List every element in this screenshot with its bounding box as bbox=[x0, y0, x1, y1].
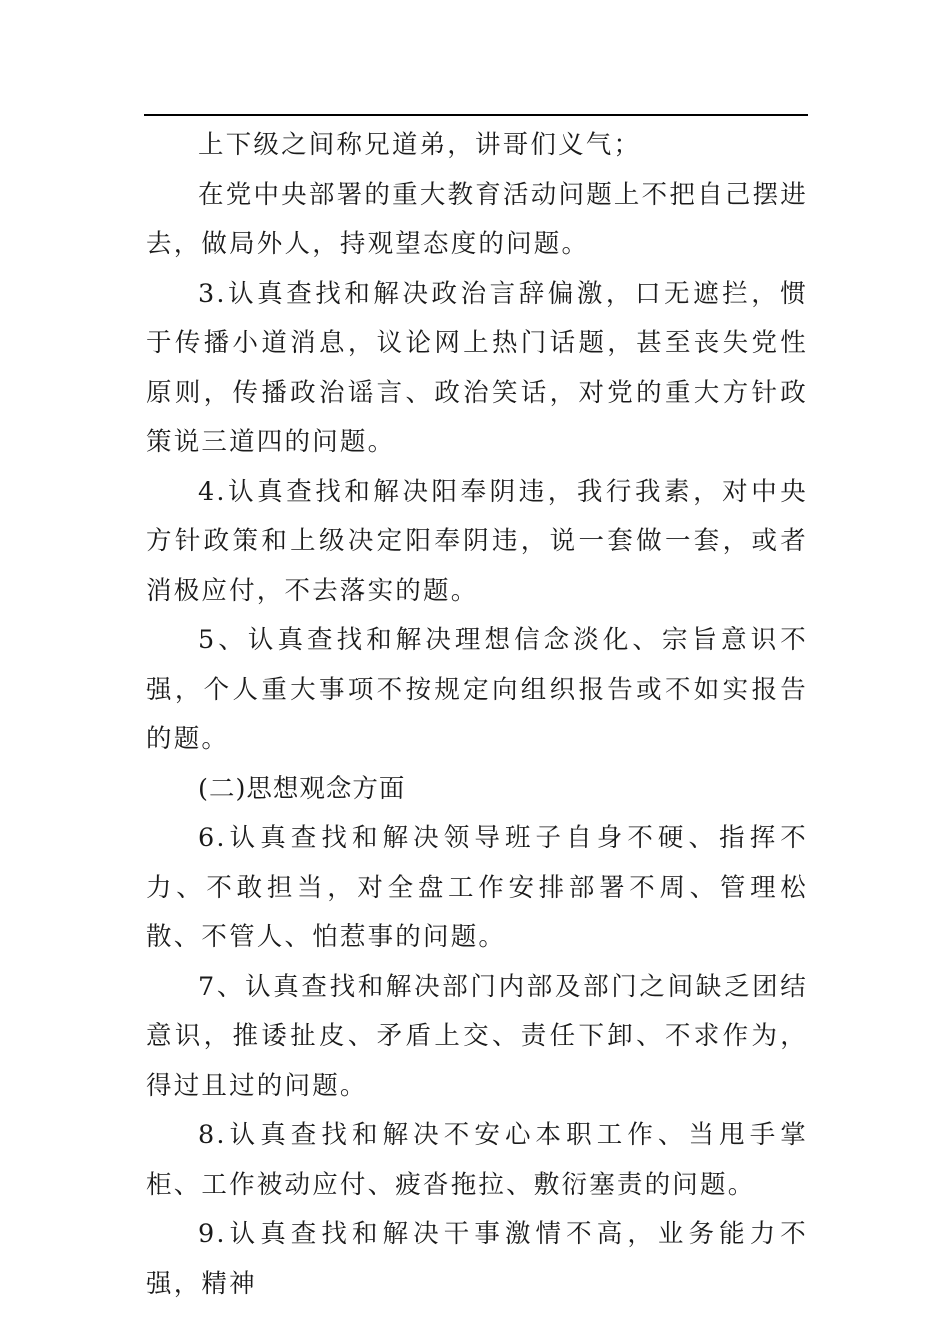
paragraph: 7、认真查找和解决部门内部及部门之间缺乏团结意识，推诿扯皮、矛盾上交、责任下卸、不求作为，得过且过的问题。 bbox=[146, 971, 808, 1101]
paragraph: 6.认真查找和解决领导班子自身不硬、指挥不力、不敢担当，对全盘工作安排部署不周、管理松散、不管人、怕惹事的问题。 bbox=[146, 823, 808, 952]
paragraph: 3.认真查找和解决政治言辞偏激，口无遮拦，惯于传播小道消息，议论网上热门话题，甚至丧失党性原则，传播政治谣言、政治笑话，对党的重大方针政策说三道四的问题。 bbox=[146, 278, 808, 457]
paragraph: 8.认真查找和解决不安心本职工作、当甩手掌柜、工作被动应付、疲沓拖拉、敷衍塞责的问题。 bbox=[146, 1120, 808, 1200]
paragraph: 在党中央部署的重大教育活动问题上不把自己摆进去，做局外人，持观望态度的问题。 bbox=[146, 179, 808, 259]
document-body bbox=[146, 121, 808, 1309]
paragraph: 9.认真查找和解决干事激情不高，业务能力不强，精神 bbox=[146, 1219, 808, 1299]
section-heading: (二)思想观念方面 bbox=[198, 773, 406, 804]
paragraph: 5、认真查找和解决理想信念淡化、宗旨意识不强，个人重大事项不按规定向组织报告或不如实报告的题。 bbox=[146, 625, 808, 754]
paragraph: 上下级之间称兄道弟，讲哥们义气； bbox=[198, 130, 642, 160]
paragraph: 4.认真查找和解决阳奉阴违，我行我素，对中央方针政策和上级决定阳奉阴违，说一套做一套，或者消极应付，不去落实的题。 bbox=[146, 476, 808, 606]
header-rule bbox=[144, 114, 808, 116]
